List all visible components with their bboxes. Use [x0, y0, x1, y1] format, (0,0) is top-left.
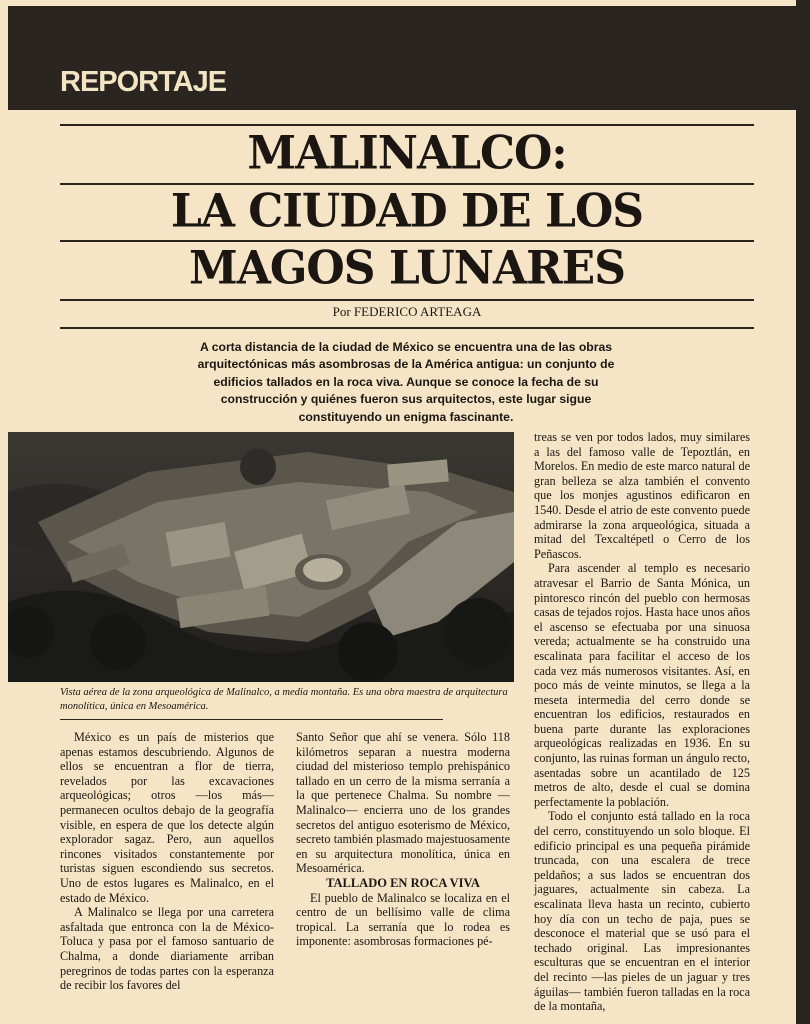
- caption-rule: [60, 719, 443, 720]
- section-banner: [8, 6, 796, 110]
- body-column-3: [534, 430, 750, 1014]
- body-paragraph: México es un país de misterios que apenas estamos descubriendo. Algunos de ellos se encuentran a flor de tierra, revelados por las excavaciones arqueológicas; otros —los más— permanecen ocultos debajo de la geografía visible, en espera de que los detecte algún explorador sagaz. Pero, aun aquellos rincones visitados constantemente por turistas siguen escondiendo sus secretos. Uno de estos lugares es Malinalco, en el estado de México.: [60, 730, 274, 905]
- page-edge-shadow: [796, 0, 810, 1024]
- body-paragraph: Para ascender al templo es necesario atravesar el Barrio de Santa Mónica, un pintoresco rincón del pueblo con hermosas casas de tejados rojos. Hasta hace unos años el ascenso se efectuaba por una sinuosa vereda; actualmente se ha construido una escalinata para facilitar el acceso de los cada vez más numerosos visitantes. Así, en poco más de veinte minutos, se llega a la meseta intermedia del cerro donde se encuentran los edificios, restaurados en buena parte durante las exploraciones arqueológicas realizadas en 1936. En su conjunto, las ruinas forman un ángulo recto, asentadas sobre un acantilado de 125 metros de alto, desde el cual se domina perfectamente la población.: [534, 561, 750, 809]
- body-paragraph: Todo el conjunto está tallado en la roca del cerro, constituyendo un solo bloque. El edificio principal es una pequeña pirámide truncada, con una escalera de trece peldaños; a sus lados se encuentran dos jaguares, actualmente sin cabeza. La escalinata lleva hasta un recinto, cubierto hoy día con un techo de paja, pues se desconoce el material que se usó para el techado original. Las impresionantes esculturas que se encuentran en el interior del recinto —las pieles de un jaguar y tres águilas— también fueron talladas en la roca de la montaña,: [534, 809, 750, 1014]
- title-line-2: LA CIUDAD DE LOS: [170, 184, 644, 239]
- section-label: REPORTAJE: [60, 66, 227, 98]
- title-rule-top: [60, 124, 754, 126]
- lede-paragraph: A corta distancia de la ciudad de México se encuentra una de las obras arquitectónicas más asombrosas de la América antigua: un conjunto de edificios tallados en la roca viva. Aunque se conoce la fecha de su construcción y quiénes fueron sus arquitectos, este lugar sigue constituyendo un enigma fascinante.: [197, 340, 615, 424]
- body-paragraph: Santo Señor que ahí se venera. Sólo 118 kilómetros separan a nuestra moderna ciudad del misterioso templo prehispánico tallado en un cerro de la misma serranía a la que pertenece Chalma. Su nombre —Malinalco— encierra uno de los grandes secretos del antiguo esoterismo de México, secreto también plasmado majestuosamente en su arquitectura monolítica, única en Mesoamérica.: [296, 730, 510, 876]
- body-paragraph: A Malinalco se llega por una carretera asfaltada que entronca con la de México-Toluca y pasa por el famoso santuario de Chalma, a donde diariamente arriban peregrinos de todas partes con la esperanza de recibir los favores del: [60, 905, 274, 993]
- body-paragraph: El pueblo de Malinalco se localiza en el centro de un bellísimo valle de clima tropical. La serranía que lo rodea es imponente: asombrosas formaciones pé-: [296, 890, 510, 949]
- body-paragraph: treas se ven por todos lados, muy similares a las del famoso valle de Tepoztlán, en Morelos. En medio de este marco natural de gran belleza se alza también el convento que los monjes agustinos edificaron en 1540. Desde el atrio de este convento puede admirarse la zona arqueológica, situada a mitad del Texcaltépetl o Cerro de los Peñascos.: [534, 430, 750, 561]
- subheading: TALLADO EN ROCA VIVA: [326, 875, 480, 890]
- title-line-1: MALINALCO:: [247, 126, 567, 181]
- photo-caption: Vista aérea de la zona arqueológica de Malinalco, a media montaña. Es una obra maestra de arquitectura monolítica, única en Mesoamérica.: [60, 687, 508, 712]
- aerial-photo-illustration: [8, 432, 514, 682]
- aerial-photo-malinalco: [8, 432, 514, 682]
- byline: Por FEDERICO ARTEAGA: [332, 304, 482, 319]
- byline-rule: [60, 327, 754, 329]
- body-column-1: [60, 730, 274, 993]
- title-rule-3: [60, 299, 754, 301]
- title-line-3: MAGOS LUNARES: [189, 241, 625, 296]
- body-column-2: [296, 730, 510, 949]
